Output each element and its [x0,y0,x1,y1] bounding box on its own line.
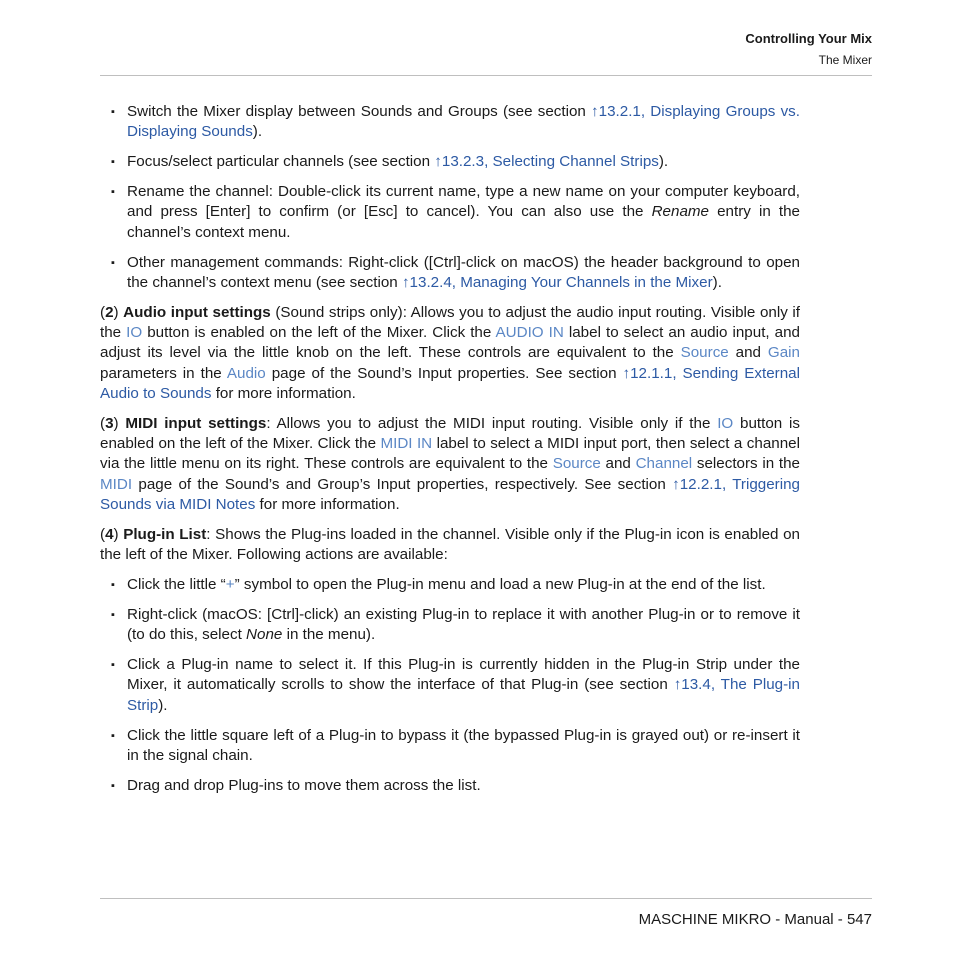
text: page of the Sound’s Input properties. See section [265,364,623,382]
page-content [100,102,800,806]
text: button is enabled on the left of the Mixer. Click the [142,324,496,342]
text: ( [100,525,106,543]
list-item [100,726,800,767]
text: ). [658,153,669,171]
section-link[interactable]: ↑13.4, The Plug-in Strip [127,676,800,714]
text: : Shows the Plug-ins loaded in the channel. Visible only if the Plug-in icon is enabled on the left of the Mixer. Following actions are available: [100,525,800,564]
list-item [100,655,800,716]
text: ) [113,303,124,321]
text: and [728,344,768,362]
page-footer: MASCHINE MIKRO - Manual - 547 [638,911,872,928]
bullet-list-management [100,102,800,293]
item-number: 3 [105,414,114,432]
text: Click a Plug-in name to select it. If this Plug-in is currently hidden in the Plug-in Strip under the Mixer, it automatically scrolls to show the interface of that Plug-in (see section [127,656,800,694]
text: and [600,455,636,473]
paragraph-midi-input [100,414,800,515]
text: Click the little square left of a Plug-in to bypass it (the bypassed Plug-in is grayed out) or re-insert it in the signal chain. [127,726,800,764]
ui-term: IO [126,324,143,342]
ui-term: MIDI [100,475,133,493]
text: entry in the channel’s context menu. [127,203,800,241]
text: ). [252,123,263,141]
text: : Allows you to adjust the MIDI input routing. Visible only if the [266,414,718,432]
text: label to select a MIDI input port, then select a channel via the little menu on its right. These controls are equivalent to the [100,435,800,473]
text: Rename the channel: Double-click its current name, type a new name on your computer keyboard, and press [Enter] to confirm (or [Esc] to cancel). You can also use the [127,183,800,221]
section-link[interactable]: ↑13.2.1, Displaying Groups vs. Displaying Sounds [127,103,800,141]
ui-term: Source [680,344,729,362]
ui-term: Audio [226,364,266,382]
italic-term: None [246,626,283,644]
text: Switch the Mixer display between Sounds and Groups (see section [127,103,592,120]
plus-symbol: + [225,576,235,594]
list-item [100,182,800,243]
ui-term: Channel [635,455,693,473]
list-item [100,152,800,172]
section-link[interactable]: ↑13.2.3, Selecting Channel Strips [434,153,659,171]
bullet-list-plugin-actions [100,575,800,796]
text: Right-click (macOS: [Ctrl]-click) an existing Plug-in to replace it with another Plug-in or to remove it (to do this, select [127,605,800,644]
ui-term: AUDIO IN [495,324,564,342]
text: ). [712,273,722,291]
text: ) [113,414,126,432]
ui-term: Source [552,455,601,473]
text: Other management commands: Right-click ([Ctrl]-click on macOS) the header background to open the channel’s context menu (see section [127,253,800,291]
list-item [100,605,800,646]
section-link[interactable]: ↑13.2.4, Managing Your Channels in the Mixer [401,273,713,291]
list-item [100,776,800,796]
text: Drag and drop Plug-ins to move them across the list. [127,776,481,794]
text: (Sound strips only): Allows you to adjust the audio input routing. Visible only if the [100,303,801,342]
ui-term: MIDI IN [380,435,433,453]
list-item [100,102,800,143]
term-title: Plug-in List [123,525,207,543]
text: in the menu). [282,626,376,644]
section-link[interactable]: ↑12.2.1, Triggering Sounds via MIDI Notes [100,475,801,514]
text: for more information. [255,496,400,514]
text: selectors in the [692,455,800,473]
text: ” symbol to open the Plug-in menu and load a new Plug-in at the end of the list. [234,576,766,594]
section-link[interactable]: ↑12.1.1, Sending External Audio to Sounds [100,364,800,402]
footer-divider [100,898,872,899]
text: page of the Sound’s and Group’s Input properties, respectively. See section [132,475,673,493]
list-item [100,575,800,595]
page-header [745,30,872,69]
text: ) [113,525,124,543]
ui-term: IO [717,414,734,432]
text: ). [158,696,168,714]
header-divider [100,75,872,76]
list-item [100,253,800,294]
text: for more information. [211,384,356,402]
text: label to select an audio input, and adjust its level via the little knob on the left. These controls are equivalent to the [100,324,800,362]
item-number: 2 [105,303,114,321]
text: ( [100,303,106,321]
italic-term: Rename [651,203,709,221]
chapter-title: Controlling Your Mix [745,31,872,46]
text: parameters in the [100,364,227,382]
text: Focus/select particular channels (see section [127,153,435,171]
section-title: The Mixer [818,53,872,67]
ui-term: Gain [767,344,800,362]
text: Click the little “ [127,576,226,594]
term-title: Audio input settings [123,303,271,321]
paragraph-audio-input [100,303,800,404]
text: ( [100,414,106,432]
text: button is enabled on the left of the Mixer. Click the [100,414,800,453]
item-number: 4 [105,525,114,543]
term-title: MIDI input settings [125,414,267,432]
paragraph-plugin-list [100,525,800,566]
